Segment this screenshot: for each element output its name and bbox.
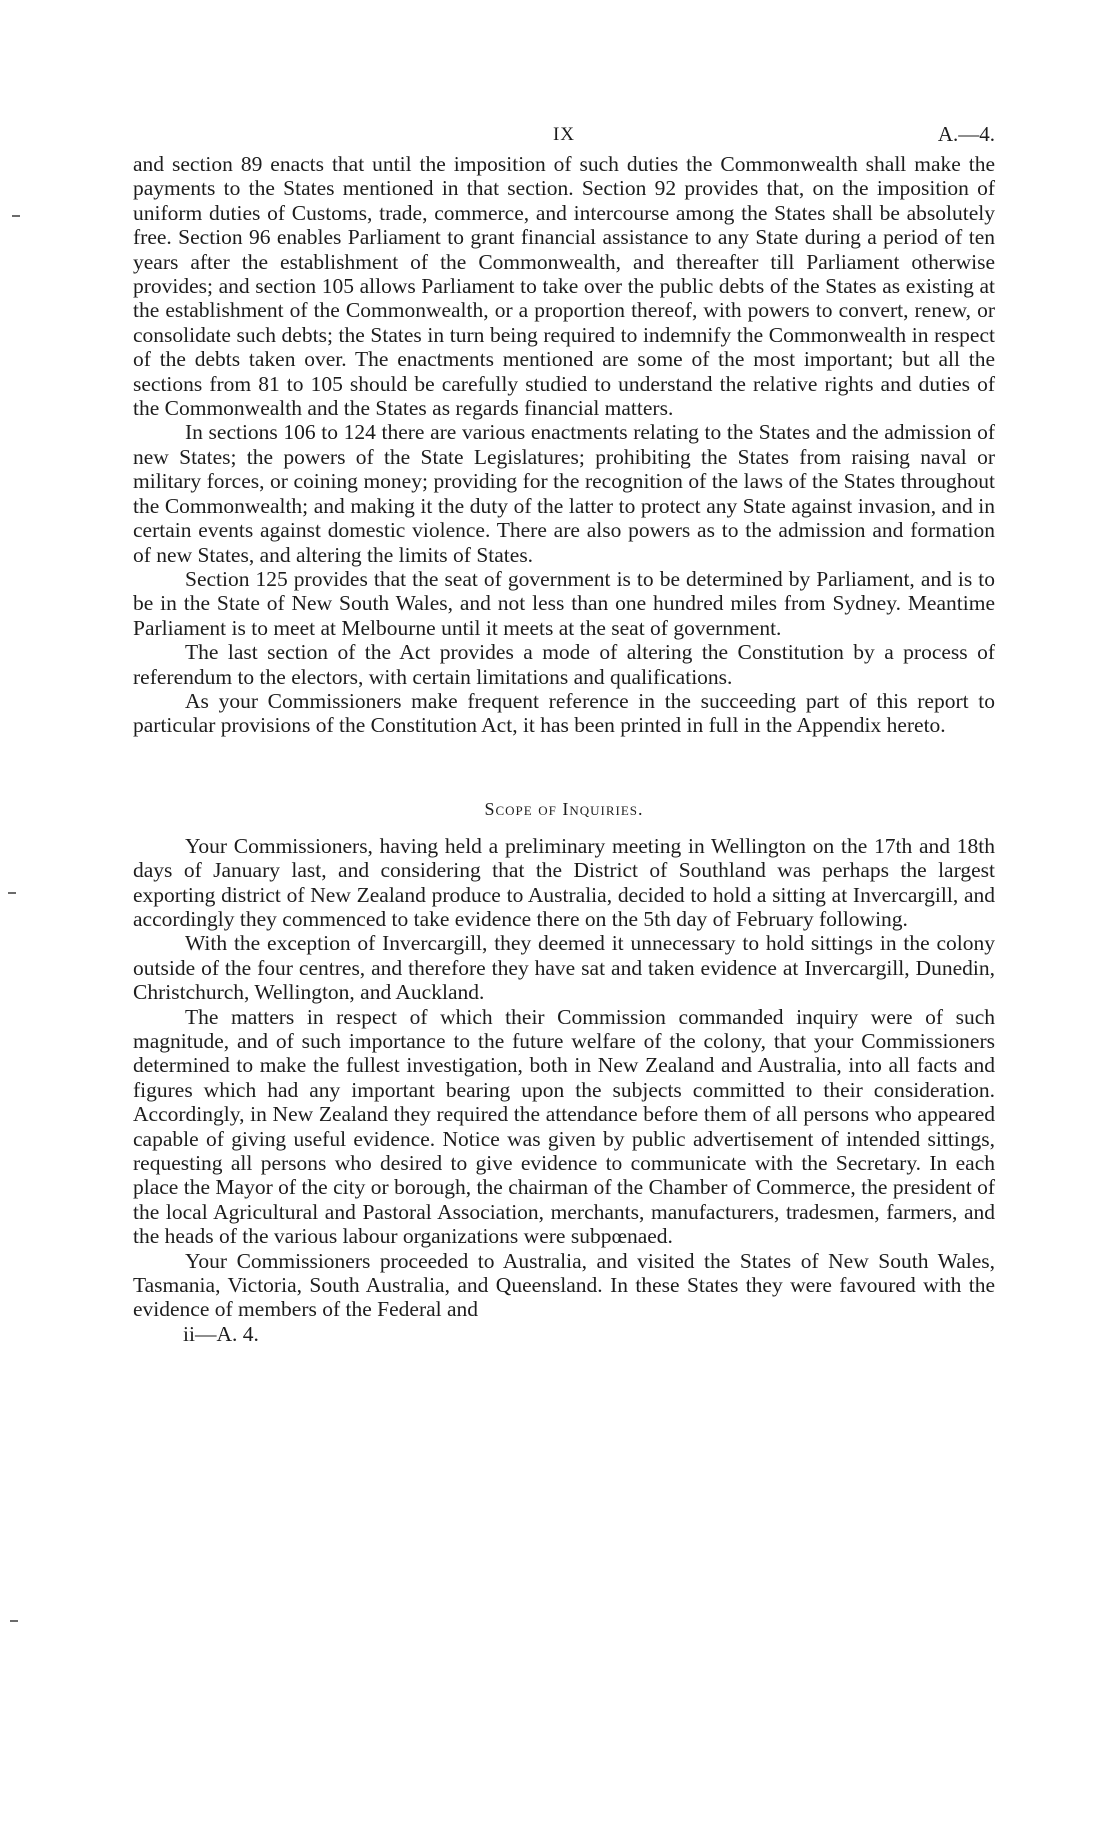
page-number: IX <box>552 124 576 145</box>
paragraph-state-enactments: In sections 106 to 124 there are various enactments relating to the States and the admission of new States; the powers of the State Legislatures; prohibiting the States from raising naval or military forces, or coining money; providing for the recognition of the laws of the States throughout the Commonwealth; and making it the duty of the latter to protect any State against invasion, and in certain events against domestic violence. There are also powers as to the admission and formation of new States, and altering the limits of States. <box>133 420 995 567</box>
margin-mark <box>12 215 20 217</box>
paragraph-investigation-scope: The matters in respect of which their Commission commanded inquiry were of such magnitude, and of such importance to the future welfare of the colony, that your Commissioners determined to make the fullest investigation, both in New Zealand and Australia, into all facts and figures which had any important bearing upon the subjects committed to their consideration. Accordingly, in New Zealand they required the attendance before them of all persons who appeared capable of giving useful evidence. Notice was given by public advertisement of intended sittings, requesting all persons who desired to give evidence to communicate with the Secretary. In each place the Mayor of the city or borough, the chairman of the Chamber of Commerce, the president of the local Agricultural and Pastoral Association, merchants, manufacturers, tradesmen, farmers, and the heads of the various labour organizations were subpœnaed. <box>133 1004 995 1249</box>
paragraph-seat-of-government: Section 125 provides that the seat of government is to be determined by Parliament, and is to be in the State of New South Wales, and not less than one hundred miles from Sydney. Meantime Parliament is to meet at Melbourne until it meets at the seat of government. <box>133 566 995 640</box>
paper-reference: A.—4. <box>937 122 995 146</box>
document-page <box>133 118 995 1808</box>
margin-mark <box>10 1620 18 1622</box>
paragraph-australia-visit: Your Commissioners proceeded to Australia, and visited the States of New South Wales, Tasmania, Victoria, South Australia, and Queensland. In these States they were favoured with the evidence of members of the Federal and <box>133 1248 995 1322</box>
paragraph-appendix-reference: As your Commissioners make frequent reference in the succeeding part of this report to particular provisions of the Constitution Act, it has been printed in full in the Appendix hereto. <box>133 688 995 738</box>
signature-mark: ii—A. 4. <box>183 1321 259 1346</box>
paragraph-preliminary-meeting: Your Commissioners, having held a preliminary meeting in Wellington on the 17th and 18th days of January last, and considering that the District of Southland was perhaps the largest exporting district of New Zealand produce to Australia, decided to hold a sitting at Invercargill, and accordingly they commenced to take evidence there on the 5th day of February following. <box>133 833 995 931</box>
paragraph-financial-sections: and section 89 enacts that until the imposition of such duties the Commonwealth shall make the payments to the States mentioned in that section. Section 92 provides that, on the imposition of uniform duties of Customs, trade, commerce, and intercourse among the States shall be absolutely free. Section 96 enables Parliament to grant financial assistance to any State during a period of ten years after the establishment of the Commonwealth, and thereafter till Parliament otherwise provides; and section 105 allows Parliament to take over the public debts of the States as existing at the establishment of the Commonwealth, or a proportion thereof, with powers to convert, renew, or consolidate such debts; the States in turn being required to indemnify the Commonwealth in respect of the debts taken over. The enactments mentioned are some of the most important; but all the sections from 81 to 105 should be carefully studied to understand the relative rights and duties of the Commonwealth and the States as regards financial matters. <box>133 152 995 421</box>
section-heading-scope-of-inquiries: Scope of Inquiries. <box>484 798 644 819</box>
margin-mark <box>8 892 16 894</box>
paragraph-sitting-centres: With the exception of Invercargill, they deemed it unnecessary to hold sittings in the colony outside of the four centres, and therefore they have sat and taken evidence at Invercargill, Dunedin, Christchurch, Wellington, and Auckland. <box>133 931 995 1005</box>
body-text-part-1 <box>133 152 995 738</box>
running-head <box>133 118 995 152</box>
paragraph-altering-constitution: The last section of the Act provides a mode of altering the Constitution by a process of referendum to the electors, with certain limitations and qualifications. <box>133 640 995 689</box>
body-text-part-2 <box>133 834 995 1322</box>
